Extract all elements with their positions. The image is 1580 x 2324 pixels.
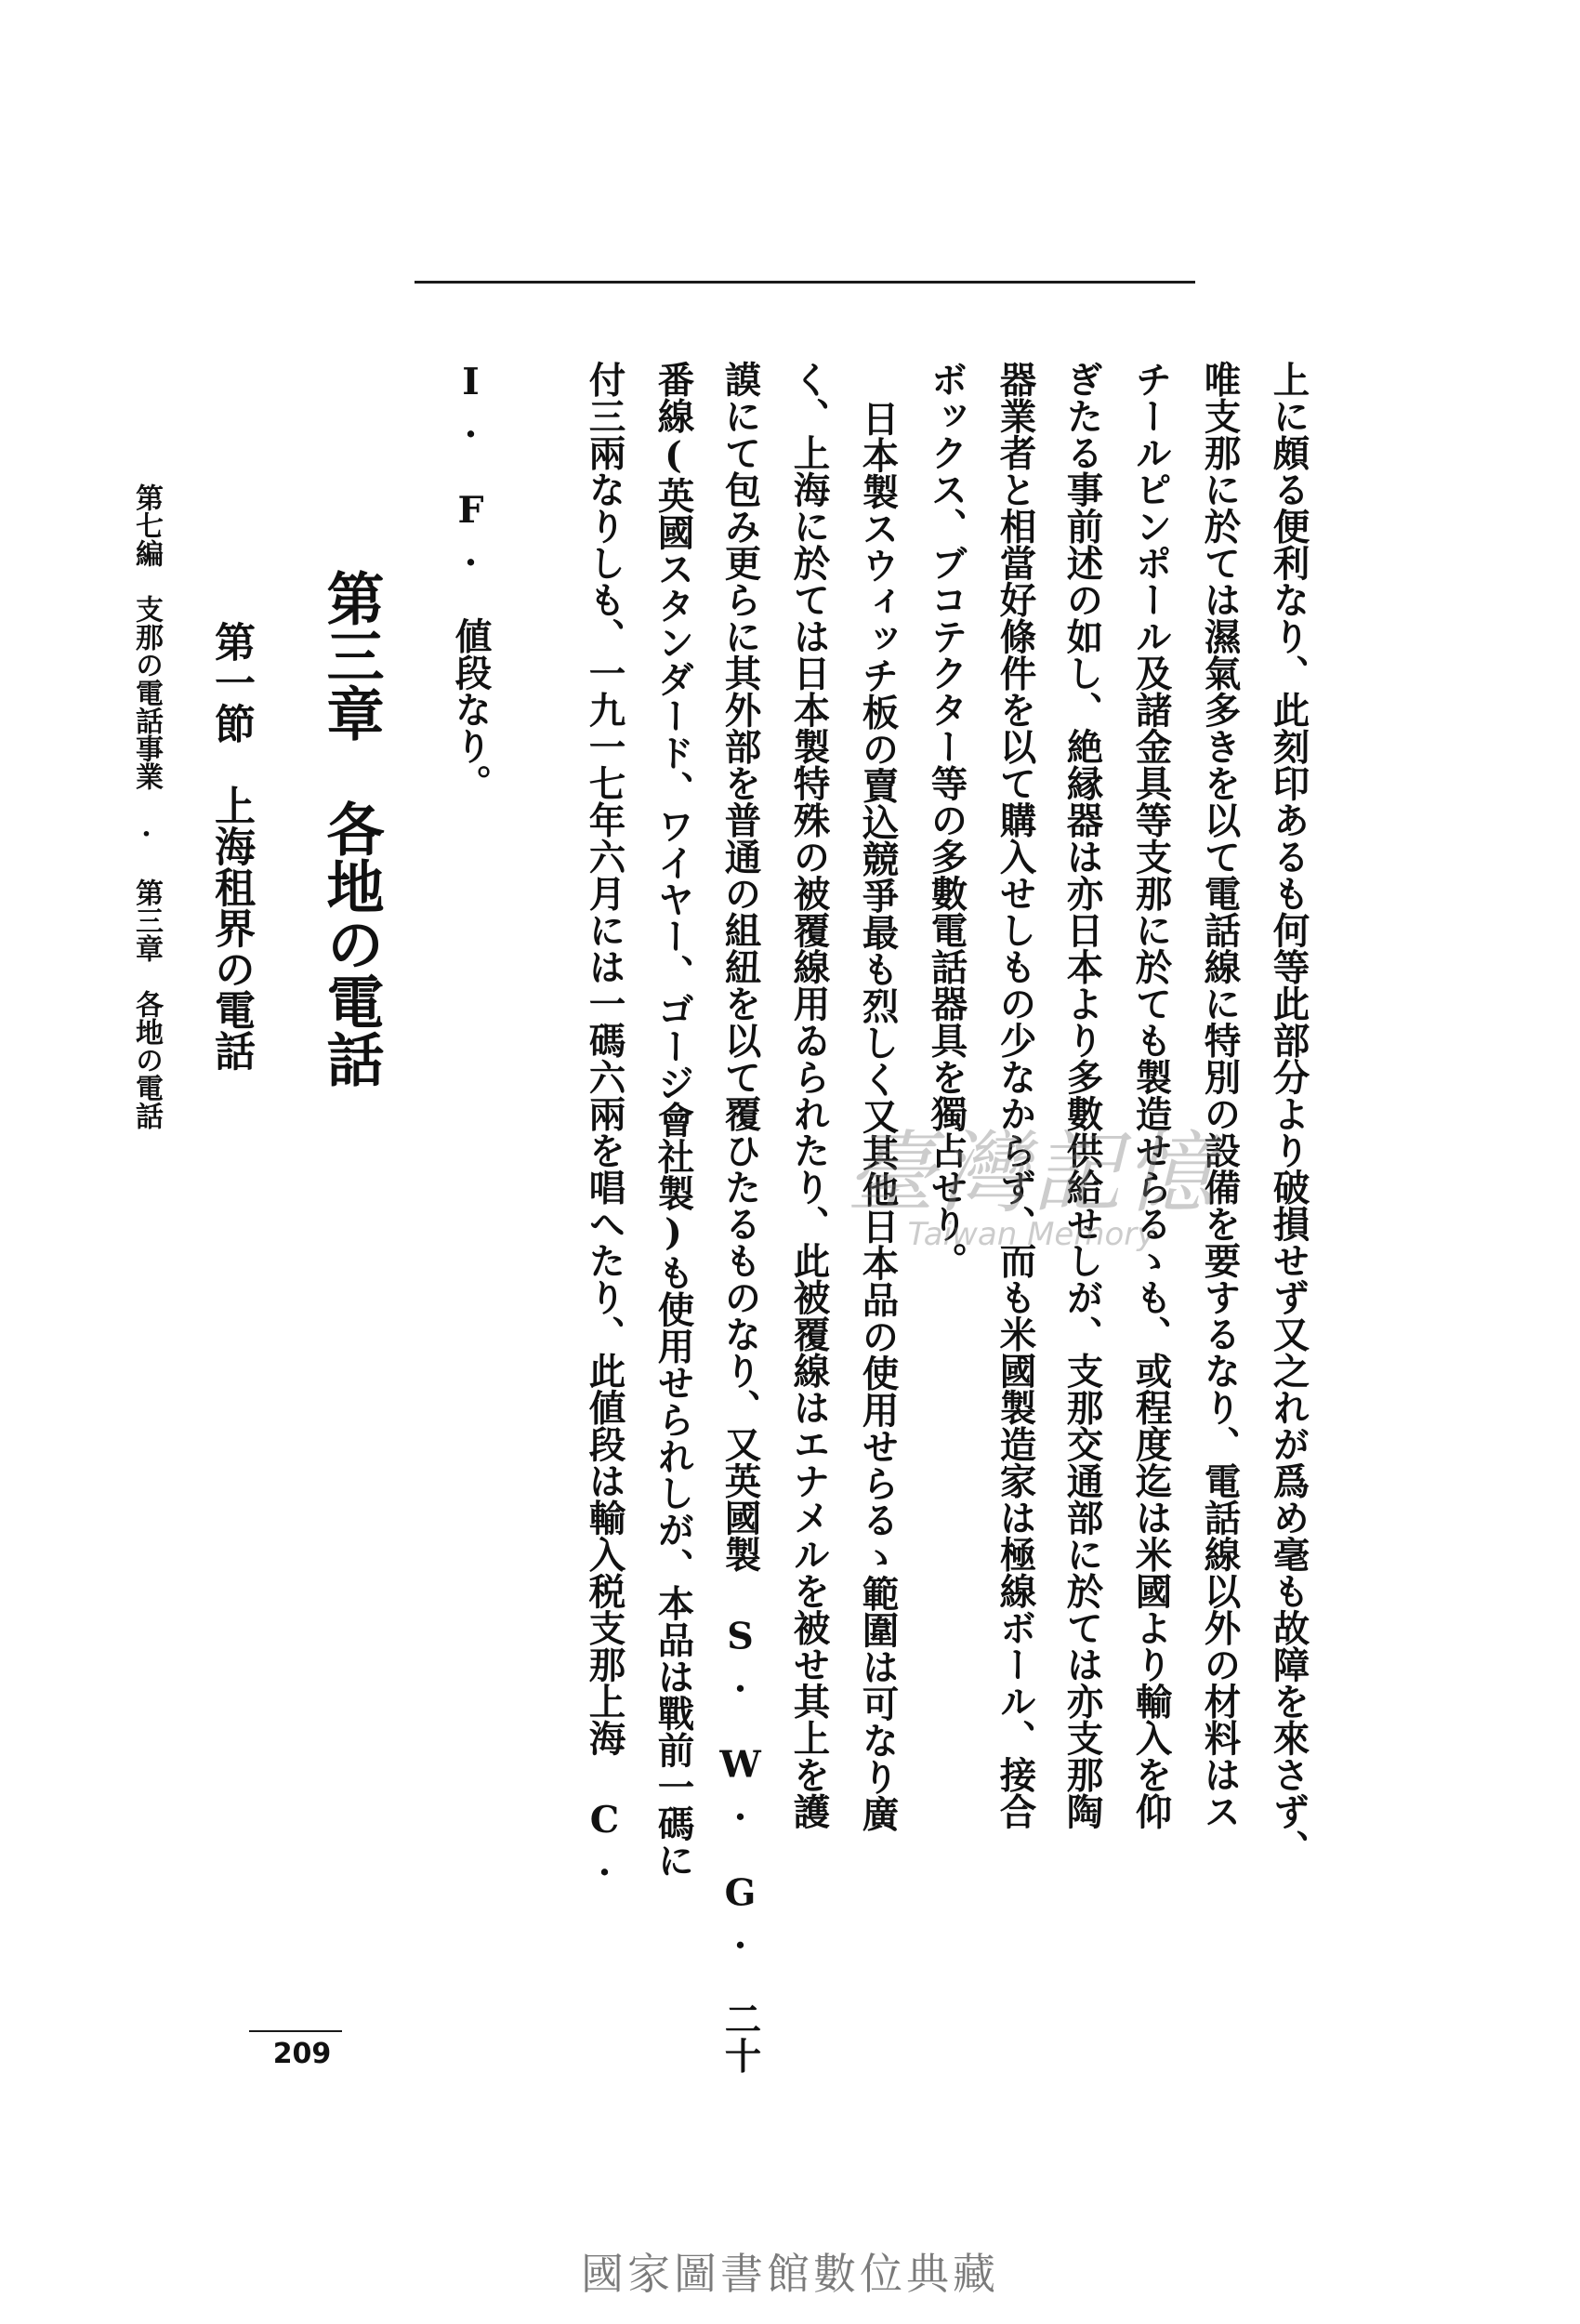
- page-number: 209: [272, 2038, 332, 2070]
- body-text-column: 日本製スウィッチ板の賣込競爭最も烈しく又其他日本品の使用せらるゝ範圍は可なり廣: [856, 400, 900, 1832]
- body-text-column: 唯支那に於ては濕氣多きを以て電話線に特別の設備を要するなり、電話線以外の材料はス: [1198, 361, 1242, 1829]
- body-text-column: く、上海に於ては日本製特殊の被覆線用ゐられたり、此被覆線はエナメルを被せ其上を護: [787, 361, 831, 1829]
- section-title: 第一節 上海租界の電話: [207, 621, 255, 1071]
- body-text-column: 謨にて包み更らに其外部を普通の組紐を以て覆ひたるものなり、又英國製 S. W. G. 二十: [718, 361, 762, 2074]
- watermark-english-text: Taiwan Memory: [907, 1215, 1156, 1253]
- body-text-column: I. F. 値段なり。: [449, 361, 493, 801]
- body-text-column: ボックス、ブコテクター等の多數電話器具を獨占せり。: [925, 361, 968, 1279]
- library-footer: 國家圖書館數位典藏: [581, 2249, 999, 2299]
- top-rule: [415, 281, 1195, 284]
- body-text-column: 器業者と相當好條件を以て購入せしもの少なからず、而も米國製造家は極線ボール、接合: [994, 361, 1037, 1829]
- body-text-column: 上に頗る便利なり、此刻印あるも何等此部分より破損せず又之れが爲め毫も故障を來さず、: [1267, 361, 1310, 1867]
- page-number-rule: [249, 2030, 342, 2032]
- body-text-column: ぎたる事前述の如し、絶縁器は亦日本より多數供給せしが、支那交通部に於ては亦支那陶: [1060, 361, 1104, 1829]
- body-text-column: 付三兩なりしも、一九一七年六月には一碼六兩を唱へたり、此値段は輸入税支那上海 C.: [583, 361, 626, 1884]
- body-text-column: 番線(英國スタンダード、ワイヤー、ゴージ會社製)も使用せられしが、本品は戰前一碼に: [652, 361, 695, 1879]
- body-text-column: チールピンポール及諸金具等支那に於ても製造せらるゝも、或程度迄は米國より輸入を仰: [1129, 361, 1173, 1829]
- watermark-chinese-text: 臺灣記憶: [846, 1121, 1218, 1225]
- running-head: 第七編 支那の電話事業 · 第三章 各地の電話: [130, 483, 163, 1129]
- chapter-title: 第三章 各地の電話: [317, 569, 385, 1088]
